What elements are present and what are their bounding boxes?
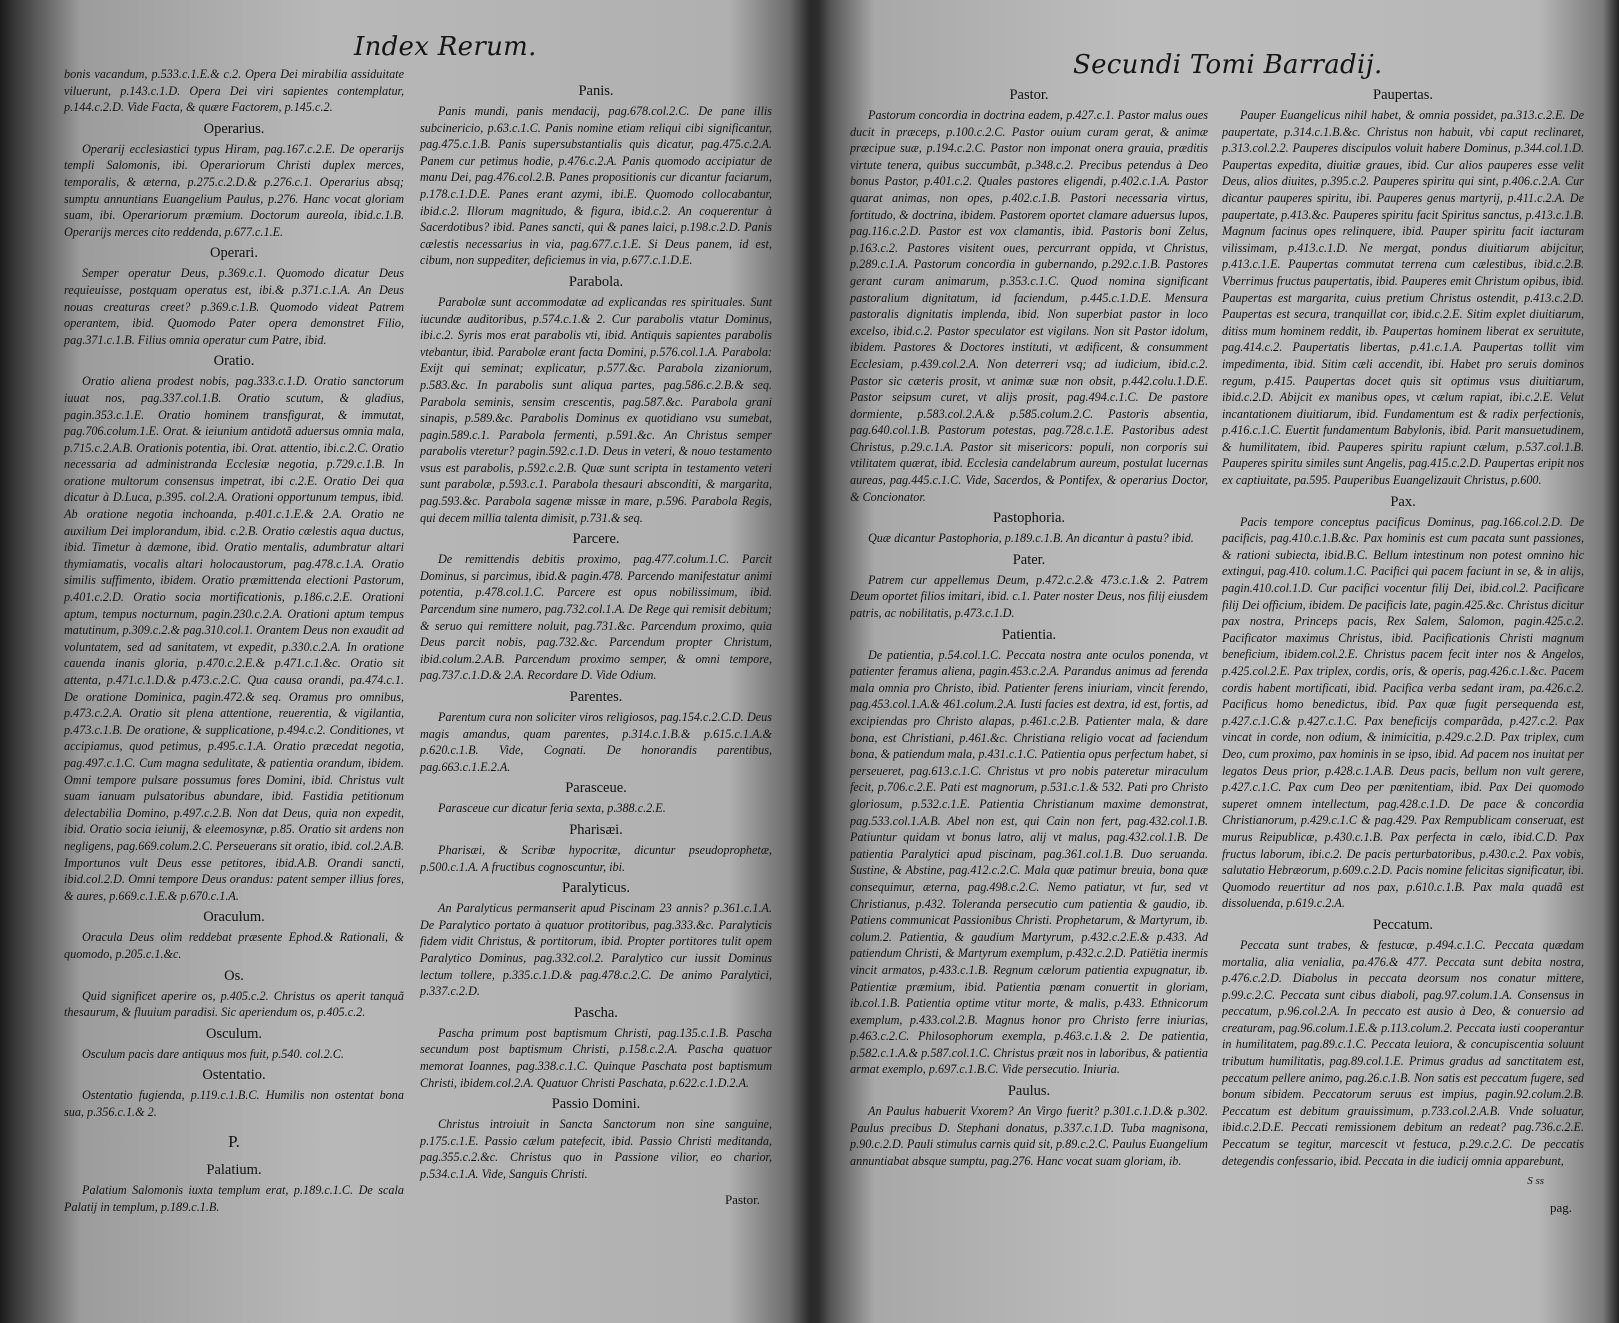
entry-text: Pacis tempore conceptus pacificus Dominus, pag.166.col.2.D. De pacificis, pag.410.c.1.B.&c. Pax hominis est cum pacata sunt passiones, & rationi subiecta, ibid.B.C. Bellum intestinum non potest omnino hic extingui, pag.410. colum.1.C. Pacifici qui pacem faciunt in se, & in alijs, pagin.410.col.1.D. Cur pacifici vocentur filij Dei, ibid.col.2. Pacificare filij Dei officium, ibidem. De pacificis late, pagin.425.&c. Christus dicitur pax nostra, Princeps pacis, Rex Salem, Salomon, pagin.425.c.2. Pacificator maximus Christus, ibid. Pacificationis Christi magnum beneficium, ibidem.col.2.E. Christus pacem fecit inter nos & Angelos, p.425.col.2.E. Pax triplex, cordis, oris, & operis, pag.426.c.1.&c. Pacem cordis habent mortificati, ibid. Pacifica verba sedant iram, pa.426.c.2. Pacificus homo benedictus, ibid. Pax quæ fugit persequenda est, p.427.c.1.C.& p.427.c.1.C. Pax beneficijs comparãda, p.427.c.2. Pax vincat in corde, non odium, & inimicitia, p.429.c.2.D. Pax triplex, cum Deo, cum proximo, pax hominis in se ipso, ibid. Ad pacem nos inuitat per legatos Deus prior, p.428.c.1.A.B. Deus pacis, bellum non vult gerere, p.427.c.1.C. Pax cum Deo per pœnitentiam, ibid. Pax Dei quomodo superet omnem intellectum, pag.428.c.1.D. De pace & concordia Christianorum, p.429.c.1.C & pag.429. Pax Rempublicam conseruat, est murus Reipublicæ, p.430.c.1.B. Pax perfecta in cælo, ibid.C.D. Pax fructus laborum, ibi.c.2. De pacis perturbatoribus, p.430.c.2. Pax vobis, salutatio Hebræorum, p.609.c.2.D. Pacis nomine felicitas significatur, ibi. Quomodo reuertitur ad nos pax, p.610.c.1.B. Pax mala quadã est dissoluenda, p.619.c.2.A. [1222, 514, 1584, 911]
entry-heading-parabola: Parabola. [568, 273, 624, 290]
entry-text: Quid significet aperire os, p.405.c.2. Christus os aperit tanquã thesaurum, & fluuium paradisi. Sic aperiendum os, p.405.c.2. [64, 988, 404, 1020]
entry-heading-operarius: Operarius. [203, 120, 265, 137]
entry-text: Pascha primum post baptismum Christi, pag.135.c.1.B. Pascha secundum post baptismum Christi, p.158.c.2.A. Pascha quatuor memorat Ioannes, pag.338.c.1.C. Quinque Paschata post baptismum Christi, ibidem.col.2.A. Quatuor Christi Paschata, p.622.c.1.D.2.A. [420, 1025, 772, 1090]
entry-text: Peccata sunt trabes, & festucæ, p.494.c.1.C. Peccata quædam mortalia, alia venialia, pa.476.& 477. Peccata sunt debita nostra, p.476.c.2.D. Diabolus in peccata deorsum nos conatur mittere, p.99.c.2.C. Peccata sunt cibus diaboli, pag.97.colum.1.A. Consensus in peccatum, p.96.col.2.A. In peccato est ausio à Deo, & conuersio ad creaturam, pag.96.colum.1.E.& p.113.colum.2. Peccata iusti cooperantur in humilitatem, pag.89.c.1.C. Peccata leuiora, & concupiscentia soluunt tributum humilitatis, pag.89.col.1.E. Primus gradus ad sanctitatem est, peccatum pellere animo, pag.26.c.1.B. Non satis est peccatum fugere, sed bonum sibidem. Peccatorum seruus est impius, pagin.92.colum.2.B. Peccatum est debitum grauissimum, p.733.col.2.A.B. Vnde soluatur, ibid.c.2.D.E. Peccati remissionem debitum an redeat? pag.736.c.2.E. Peccatum se tegitur, marcescit vt festuca, p.29.c.2.C. De peccatis detegendis confessario, ibid. Peccata in die iudicij omnia apparebunt, [1222, 937, 1584, 1168]
entry-heading-ostentatio: Ostentatio. [202, 1067, 266, 1084]
entry-heading-panis: Panis. [578, 83, 614, 99]
entry-heading-pax: Pax. [1390, 493, 1416, 510]
gutter-shadow [790, 0, 830, 1323]
entry-heading-pastophoria: Pastophoria. [992, 510, 1066, 527]
entry-text: bonis vacandum, p.533.c.1.E.& c.2. Opera Dei mirabilia assiduitate viluerunt, p.143.c.1.D. Opera Dei viri sapientes contemplatur, p.144.c.2.D. Vide Facta, & quære Factorem, p.145.c.2. [64, 67, 404, 115]
entry-heading-osculum: Osculum. [206, 1025, 262, 1042]
entry-text: An Paralyticus permanserit apud Piscinam 23 annis? p.361.c.1.A. De Paralytico portato à quatuor protitoribus, pag.333.&c. Paralyticis fidem vidit Christus, & portitorum, ibid. Propter portitores tulit opem Paralytico Dominus, pag.332.col.2. Paralytico cur iussit Dominus lectum tollere, p.335.c.1.D.& pag.478.c.2.C. De animo Paralytici, p.337.c.2.D. [420, 901, 772, 999]
entry-heading-paralyticus: Paralyticus. [561, 880, 631, 897]
entry-text: Pastorum concordia in doctrina eadem, p.427.c.1. Pastor malus oues ducit in præceps, p.100.c.2.C. Pastor ouium curam gerat, & animæ præcipue suæ, p.194.c.2.C. Pastor non imponat onera grauia, præditis virtute tenera, quibus succumbãt, p.348.c.2. Precibus petendus à Deo bonus Pastor, p.401.c.2. Quales pastores eligendi, p.402.c.1.A. Pastor quarat animas, non opes, p.402.c.1.B. Pastori necessaria virtus, fortitudo, & doctrina, ibidem. Pastorem oportet clamare aduersus lupos, pag.116.c.2.D. Pastor est vox clamantis, ibid. Pastoris boni Zelus, p.163.c.2. Pastores visitent oues, percurrant oppida, vt Christus, p.289.c.1.A. Pastorum concordia in gubernando, p.292.c.1.B. Pastores gerant curam animarum, p.353.c.1.C. Quod nomina significant pastoralium dignitatum, id faciendum, p.445.c.1.D.E. Mensura pastoralis dignitatis implenda, ibid. Non superbiat pastor in loco excelso, ibid.c.2. Pastor speculator est vigilans. Non sit Pastor idolum, ibidem. Pastores & Doctores instituti, vt ædificent, & consumment Ecclesiam, p.439.col.2.A. Non deterreri vsq; ad iudicium, ibid.c.2. Pastor sic cæteris prosit, vt animæ suæ non obsit, p.442.colu.1.D.E. Pastor seipsum curet, vt alijs prosit, pag.494.c.1.C. De pastore dormiente, p.583.col.2.A.& p.585.colum.2.C. Pastoris absentia, pag.640.col.1.B. Pastorum potestas, pag.728.c.1.E. Pastoribus adest Christus, p.29.c.1.A. Pastor sit misericors: populi, non corporis sui vtilitatem quærat, ibid. Ecclesia candelabrum aureum, postulat lucernas aureas, pag.445.c.1.C. Vide, Sacerdos, & Pontifex, & operarius Doctor, & Concionator. [850, 108, 1208, 504]
entry-heading-oraculum: Oraculum. [203, 909, 265, 926]
entry-heading-parasceue: Parasceue. [565, 780, 627, 797]
entry-text: Ostentatio fugienda, p.119.c.1.B.C. Humilis non ostentat bona sua, p.356.c.1.& 2. [64, 1088, 404, 1119]
entry-text: Semper operatur Deus, p.369.c.1. Quomodo dicatur Deus requieuisse, postquam operatus est, ibi.& p.371.c.1.A. An Deus nouas creaturas creet? p.369.c.1.B. Quomodo videat Patrem operantem, ibid. Quomodo Pater opera demonstret Filio, pag.371.c.1.B. Filius omnia operatur cum Patre, ibid. [64, 266, 404, 347]
right-column-a [850, 82, 1208, 1171]
entry-heading-paupertas: Paupertas. [1373, 87, 1433, 103]
entry-heading-oratio: Oratio. [213, 353, 255, 370]
entry-heading-pastor: Pastor. [1009, 87, 1049, 103]
entry-heading-operari: Operari. [210, 245, 258, 262]
right-column-b [1222, 82, 1584, 1216]
section-letter: P. [228, 1132, 240, 1152]
entry-text: Parentum cura non soliciter viros religiosos, pag.154.c.2.C.D. Deus magis amandus, quam parentes, p.314.c.1.B.& p.615.c.1.A.& p.620.c.1.B. Vide, Cognati. De honorandis parentibus, pag.663.c.1.E.2.A. [420, 710, 772, 774]
entry-text: Quæ dicantur Pastophoria, p.189.c.1.B. An dicantur à pastu? ibid. [868, 531, 1194, 546]
entry-text: Oracula Deus olim reddebat præsente Ephod.& Rationali, & quomodo, p.205.c.1.&c. [64, 930, 404, 961]
entry-text: Parabolæ sunt accommodatæ ad explicandas res spirituales. Sunt iucundæ auditoribus, p.574.c.1.& 2. Cur parabolis vtatur Dominus, ibi.c.2. Syris mos erat parabolis vti, ibid. Antiquis sapientes parabolis vtebantur, ibid. Parabolæ erant facta Domini, p.576.col.1.A. Parabola: Exijt qui seminat; explicatur, p.577.&c. Parabola zizaniorum, p.583.&c. In parabolis sunt aliqua partes, pag.586.c.2.B.& seq. Parabola seminis, sensim crescentis, pag.587.&c. Parabola grani sinapis, p.589.&c. Parabolis Dominus ex quotidiano vsu sumebat, pagin.589.c.1. Parabola fermenti, p.591.&c. An Christus semper parabolis vteretur? pagin.592.c.1.D. Deus in veteri, & nouo testamento vsus est parabolis, p.592.c.2.B. Quæ sunt scripta in testamento veteri sunt parabolæ, p.593.c.1. Parabola thesauri absconditi, & margarita, pag.593.&c. Parabola sagenæ missæ in mare, p.596. Parabola Regis, qui decem millia talenta dimisit, p.731.& seq. [420, 294, 772, 525]
left-column-b [420, 78, 772, 1209]
signature-mark: S ss [1527, 1175, 1544, 1188]
entry-text: An Paulus habuerit Vxorem? An Virgo fuerit? p.301.c.1.D.& p.302. Paulus precibus D. Stephani donatus, p.337.c.1.D. Tuba magnisona, p.90.c.2.D. Pauli stimulus carnis quid sit, p.89.c.2.C. Paulus Euangelium annuntiabat absque sumptu, pag.276. Hanc vocat suam gloriam, ib. [850, 1104, 1208, 1168]
entry-text: Panis mundi, panis mendacij, pag.678.col.2.C. De pane illis subcinericio, p.63.c.1.C. Panis nomine etiam reliqui cibi significantur, pag.475.c.1.B. Panis supersubstantialis quis dicatur, pag.475.c.2.A. Panem cur petimus hodie, p.476.c.2.A. Panis quomodo accipiatur de manu Dei, pag.476.col.2.B. Panes propositionis cur dicantur faciarum, p.178.c.1.D.E. Panes erant azymi, ibi.E. Quomodo collocabantur, ibid.c.2. Illorum magnitudo, & figura, ibid.c.2. An coquerentur à Sacerdotibus? ibid. Panes sancti, qui & panes laici, p.198.c.2.D. Panis cælestis necessarius in via, pag.677.c.1.E. Si Deus panem, id est, cibum, non suppediter, deficiemus in via, p.677.c.1.D.E. [420, 104, 772, 268]
entry-text: Parasceue cur dicatur feria sexta, p.388.c.2.E. [438, 801, 666, 816]
entry-text: Operarij ecclesiastici typus Hiram, pag.167.c.2.E. De operarijs templi Salomonis, ibi. Operariorum Christi duplex merces, temporalis, & æterna, p.275.c.2.D.& p.276.c.1. Operarius absq; sumptu annuntians Euangelium Paulus, p.276. Hanc vocat gloriam suam, ibi. Operariorum præmium. Doctorum aureola, ibid.c.1.B. Operarijs merces cito reddenda, p.677.c.1.E. [64, 141, 404, 239]
left-page [32, 0, 792, 1323]
entry-heading-pater: Pater. [1012, 551, 1046, 568]
entry-heading-os: Os. [224, 967, 244, 984]
entry-text: Pauper Euangelicus nihil habet, & omnia possidet, pa.313.c.2.E. De paupertate, p.314.c.1.B.&c. Christus non habuit, vbi caput reclinaret, p.313.col.2.2. Pauperes discipulos voluit habere Dominus, p.344.col.1.D. Paupertas expedita, diuitiæ graues, ibid. Cur alios pauperes esse velit Deus, alios diuites, p.395.c.2. Pauperes spiritu qui sint, p.406.c.2.A. Cur dicantur pauperes spiritu, ibi. Pauperes genus martyrij, p.411.c.2.A. De paupertate, p.413.&c. Pauperes spiritu facit Spiritus sanctus, p.413.c.1.B. Magnum facinus opes relinquere, ibid. Pauper spiritu facit iacturam vilissimam, p.413.c.1.D. Ne mergat, pondus diuitiarum abijcitur, p.413.c.1.E. Paupertas commutat terrena cum cælestibus, ibid.c.2.B. Vberrimus fructus paupertatis, ibid. Pauperes emit Christum opibus, ibid. Paupertas est margarita, cuius pretium Christus ostendit, p.413.c.2.D. Paupertas est secura, tranquillat cor, ibid.c.2.E. Sitim explet diuitiarum, ditiss mum hominem reddit, ib. Paupertas hominem liberat ex seruitute, pag.414.c.2. Paupertatis libertas, p.41.c.1.A. Paupertas tollit vim impedimenta, ibid. Sitim cæli accendit, ibi. Habet pro seruis dominos regum, p.415. Paupertas docet quis sit optimus vsus diuitiarum, ibid.c.2.D. Abijcit ex manibus opes, vt cælum rapiat, ibi.c.2.E. Velut incantationem diuitiarum, ibid. Fundamentum est & radix perfectionis, p.416.c.1.C. Euertit fundamentum Babylonis, ibid. Parit mansuetudinem, & humilitatem, ibid. Pauperes spiritu rapiunt cælum, p.537.col.1.B. Pauperes spiritu similes sunt Angelis, pag.415.c.2.D. Paupertas eripit nos ex captiuitate, pa.595. Pauperibus Euangelizauit Christus, p.600. [1222, 108, 1584, 488]
entry-heading-pascha: Pascha. [574, 1004, 618, 1021]
right-page [828, 0, 1598, 1323]
catchword: Pastor. [724, 1192, 760, 1208]
entry-text: Palatium Salomonis iuxta templum erat, p.189.c.1.C. De scala Palatij in templum, p.189.c.1.B. [64, 1183, 404, 1215]
entry-text: De remittendis debitis proximo, pag.477.colum.1.C. Parcit Dominus, si parcimus, ibid.& pagin.478. Parcendo manifestatur animi potentia, p.478.col.1.C. Parcere est opus nobilissimum, ibid. Parcendum sine numero, pag.732.col.1.A. De Rege qui remisit debitum; & seruo qui remittere noluit, pag.731.&c. Parcendum proximo, quia Deus parcit nobis, pag.732.&c. Parcendum propter Christum, ibid.colum.2.A.B. Parcendum proximo semper, & omni tempore, pag.737.c.1.D.& 2.A. Recordare D. Vide Odium. [420, 552, 772, 683]
entry-heading-passio-domini: Passio Domini. [551, 1096, 641, 1113]
running-head-right: Secundi Tomi Barradij. [1073, 50, 1383, 80]
entry-text: Osculum pacis dare antiquus mos fuit, p.540. col.2.C. [82, 1046, 344, 1061]
entry-heading-paulus: Paulus. [1007, 1083, 1051, 1100]
entry-heading-peccatum: Peccatum. [1373, 916, 1433, 933]
entry-text: Patrem cur appellemus Deum, p.472.c.2.& 473.c.1.& 2. Patrem Deum oportet filios imitari, ibid. c.1. Pater noster Deus, nos filij eiusdem patris, ac nobilitatis, p.473.c.1.D. [850, 572, 1208, 621]
entry-text: Christus introiuit in Sancta Sanctorum non sine sanguine, p.175.c.1.E. Passio cælum patefecit, ibid. Passio Christi meditanda, pag.355.c.2.&c. Christus quo in Passione vilior, eo charior, p.534.c.1.A. Vide, Sanguis Christi. [420, 1117, 772, 1181]
left-column-a [64, 66, 404, 1218]
entry-heading-patientia: Patientia. [1001, 626, 1057, 643]
entry-text: De patientia, p.54.col.1.C. Peccata nostra ante oculos ponenda, vt patienter feramus aliena, pagin.453.c.2.A. Parandus animus ad ferenda mala omnia pro Christo, ibid. Patienter ferens iniuriam, vincit ferendo, pag.453.col.1.A.& 461.colum.2.A. Iusti facies est dextra, id est, fortis, ad excipiendas pro Christo alapas, p.461.c.2.B. Patienter mala, & dare bona, est Christiani, p.461.&c. Christiana religio vocat ad faciendum bona, & patiendum mala, p.431.c.1.C. Patientia opus perfectum habet, si perseueret, pag.613.c.1.C. Christus vt pro nobis pateretur miraculum fecit, p.706.c.2.E. Pati est magnorum, p.531.c.1.& 532. Pati pro Christo gloriosum, p.532.c.1.E. Patientia Christianum maxime demonstrat, pag.533.col.1.A.B. Abel non est, qui Cain non fert, pag.432.col.1.B. Patiuntur quidam vt bonus latro, alij vt malus, pag.432.col.1.B. De patientia Paralytici apud piscinam, pag.361.col.1.B. Duo seruanda. Sustine, & Abstine, pag.412.c.2.C. Mala quæ patimur breuia, bona quæ consequimur, æterna, pag.498.c.2.C. Nemo patiatur, vt fur, sed vt Christianus, p.432. Toleranda persecutio cum patientia & gaudio, ib. Patiens communicat Passionibus Christi. Prophetarum, & Martyrum, ib. colum.2. Patientia, & gaudium Martyrum, p.432.c.2.E.& p.433. Ad patiendum Christi, & Martyrum exemplum, p.432.c.2.D. Patiëtia inermis vincit armatos, p.433.c.1.B. Regnum cælorum patientia expugnatur, ib. Patientiæ præmium, ibid. Patientia pœnam conuertit in gloriam, ib.col.1.B. Patientia optime vtitur morte, & malis, p.433. Ethnicorum exemplum, p.433.col.2.B. Magnus honor pro Christo ferre iniurias, p.463.c.2.C. Philosophorum exempla, p.463.c.1.& 2. De patientia, p.582.c.1.A.& p.587.col.1.C. Christus præit nos in laboribus, & patientia armat exemplo, p.697.c.1.B.C. Vide persecutio. Iniuria. [850, 647, 1208, 1077]
entry-heading-palatium: Palatium. [206, 1162, 262, 1179]
entry-text: Pharisæi, & Scribæ hypocritæ, dicuntur pseudoprophetæ, p.500.c.1.A. A fructibus cognoscuntur, ibi. [420, 842, 772, 874]
catchword: pag. [1549, 1199, 1572, 1215]
entry-text: Oratio aliena prodest nobis, pag.333.c.1.D. Oratio sanctorum iuuat nos, pag.337.col.1.B. Oratio scutum, & gladius, pagin.353.c.1.E. Oratio hominem transfigurat, & immutat, pag.706.colum.1.E. Orat. & ieiunium antidotã aduersus omnia mala, p.715.c.2.A.B. Orationis potentia, ibi. Orat. attentio, ibi.c.2.C. Oratio necessaria ad administranda Ecclesiæ negotia, p.729.c.1.B. In oratione multorum consensus impetrat, ibi c.2.E. Oratio Dei qua dicatur à D.Luca, p.395. col.2.A. Orationi opportunum tempus, ibid. Ab oratione negotia inchoanda, p.401.c.1.E.& 2.A. Oratio ne auxilium Dei implorandum, ibid. c.2.B. Oratio cælestis aqua ductus, ibid. Timetur à dæmone, ibid. Oratio mentalis, adumbratur altari thymiamatis, vocalis altari holocaustorum, pag.478.c.1.A. Oratio similis suffimento, ibidem. Oratio præmittenda electioni Pastorum, p.401.c.2.D. Oratio socia mortificationis, p.186.c.2.E. Orationi aptum, tempus nocturnum, pagin.230.c.2.A. Orationi aptum tempus matutinum, p.309.c.2.& pag.310.col.1. Orantem Deus non exaudit ad voluntatem, sed ad sanitatem, vt expedit, p.330.c.2.A. In oratione cauenda inanis gloria, p.470.c.2.E.& p.471.c.1.&c. Oratio sit attenta, p.471.c.1.D.& p.473.c.2.C. Qua causa orandi, pa.474.c.1. De oratione Dominica, pagin.472.& seq. Oramus pro omnibus, p.473.c.2.A. Oratio sit plena attentione, reuerentia, & vigilantia, p.473.c.1.B. De oratione, & supplicatione, p.494.c.2. Conditiones, vt accipiamus, quod petimus, p.495.c.1.A. Oratio præcedat negotia, pag.497.c.1.C. Cum magna sedulitate, & patientia orandum, ibidem. Omni tempore pulsare possumus fores Domini, ibid. Christus vult suam ianuam pulsatoribus abundare, ibid. Fastidia petitionum delectabilia Domino, p.497.c.2.B. Non dat Deus, quia non expedit, ibid. Oratio socia ieiunij, & eleemosynæ, p.85. Oratio sit ardens non negligens, pag.669.colum.2.C. Perseuerans sit oratio, ibid. col.2.A.B. Importunos vult Deus esse petitores, ibid.A.B. Orandi sancti, ibid.col.2.D. Omni tempore Deus orandus: patent semper illius fores, & aures, p.669.c.1.E.& p.670.c.1.A. [64, 374, 404, 903]
entry-heading-pharisaei: Pharisæi. [569, 821, 623, 838]
entry-heading-parentes: Parentes. [569, 689, 623, 705]
running-head-left: Index Rerum. [354, 32, 537, 62]
entry-heading-parcere: Parcere. [572, 531, 620, 548]
